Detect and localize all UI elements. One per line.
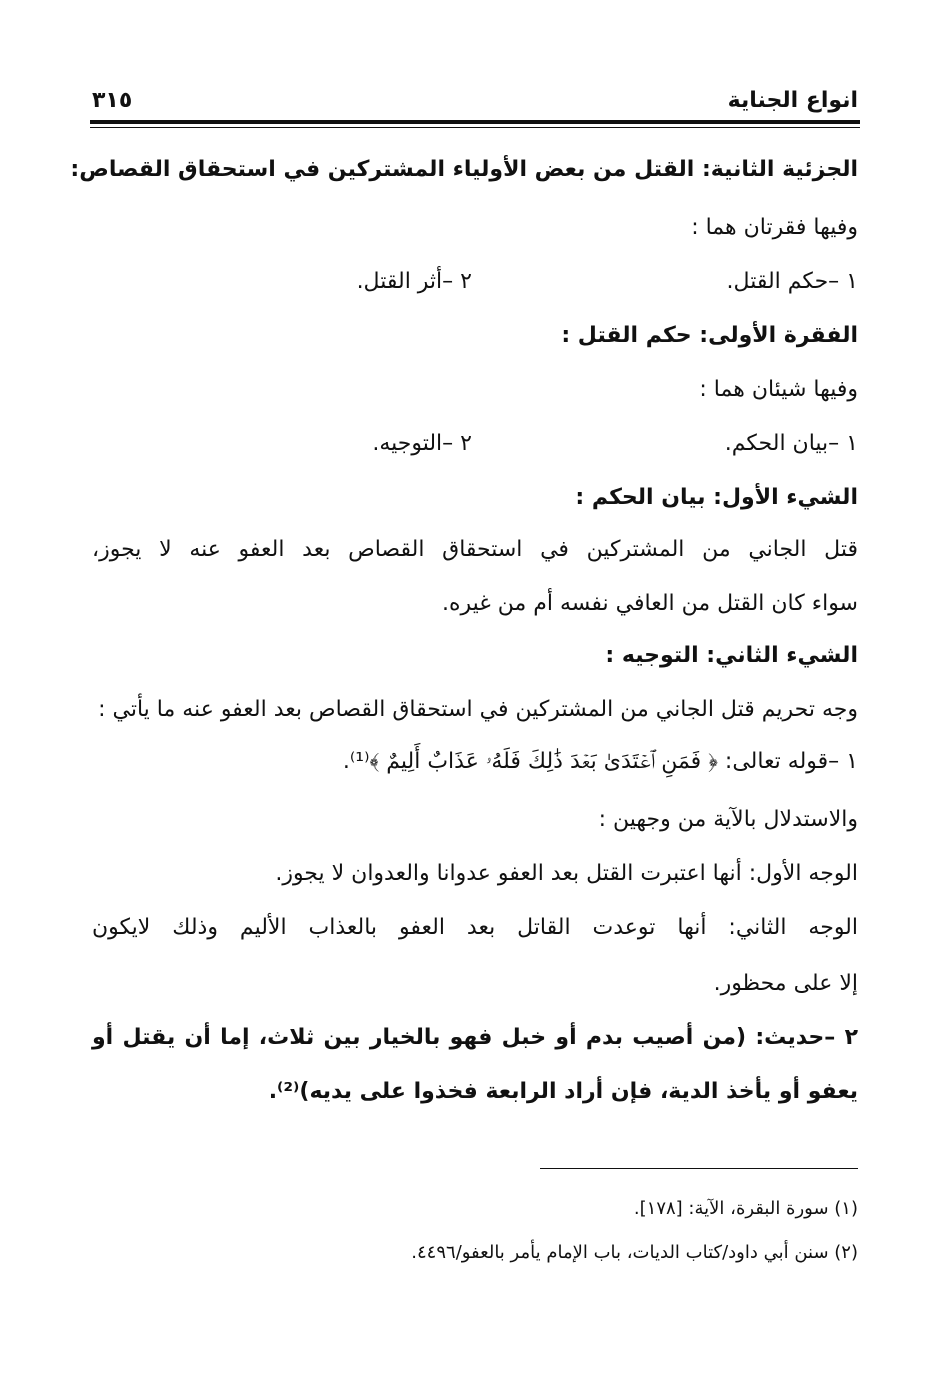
running-title: انواع الجناية: [727, 88, 858, 113]
aspect2-line2: إلا على محظور.: [713, 971, 858, 996]
thing2-intro: وجه تحريم قتل الجاني من المشتركين في استحقاق القصاص بعد العفو عنه ما يأتي :: [98, 697, 858, 722]
header-rule-thin: [90, 127, 860, 128]
evidence2-line1: ٢ –حديث: (من أصيب بدم أو خبل فهو بالخيار بين ثلاث، إما أن يقتل أو: [92, 1025, 858, 1050]
section-intro: وفيها فقرتان هما :: [691, 215, 858, 240]
footnote-1: (١) سورة البقرة، الآية: [١٧٨].: [633, 1198, 858, 1219]
evidence1-verse: ١ –قوله تعالى: ﴿ فَمَنِ ٱعۡتَدَىٰ بَعۡدَ ذَٰلِكَ فَلَهُۥ عَذَابٌ أَلِيمٌ ﴾⁽¹⁾.: [342, 749, 858, 774]
part1-item-2: ٢ –التوجيه.: [372, 431, 472, 456]
page-number: ٣١٥: [92, 88, 133, 113]
aspect2-line1: الوجه الثاني: أنها توعدت القاتل بعد العفو بالعذاب الأليم وذلك لايكون: [92, 915, 858, 940]
evidence1-intro: والاستدلال بالآية من وجهين :: [598, 807, 858, 832]
thing1-heading: الشيء الأول: بيان الحكم :: [575, 485, 858, 510]
footnote-rule: [540, 1168, 858, 1169]
header-rule: [90, 120, 860, 124]
footnote-2: (٢) سنن أبي داود/كتاب الديات، باب الإمام يأمر بالعفو/٤٤٩٦.: [411, 1242, 858, 1263]
part1-item-1: ١ –بيان الحكم.: [724, 431, 858, 456]
section-item-2: ٢ –أثر القتل.: [356, 269, 472, 294]
thing1-text-line1: قتل الجاني من المشتركين في استحقاق القصاص بعد العفو عنه لا يجوز،: [92, 537, 858, 562]
section-heading: الجزئية الثانية: القتل من بعض الأولياء المشتركين في استحقاق القصاص:: [70, 157, 858, 182]
thing1-text-line2: سواء كان القتل من العافي نفسه أم من غيره.: [441, 591, 858, 616]
evidence2-line2: يعفو أو يأخذ الدية، فإن أراد الرابعة فخذوا على يديه)⁽²⁾.: [268, 1079, 858, 1104]
part1-heading: الفقرة الأولى: حكم القتل :: [561, 323, 858, 348]
part1-intro: وفيها شيئان هما :: [699, 377, 858, 402]
thing2-heading: الشيء الثاني: التوجيه :: [605, 643, 858, 668]
aspect1: الوجه الأول: أنها اعتبرت القتل بعد العفو عدوانا والعدوان لا يجوز.: [275, 861, 858, 886]
section-item-1: ١ –حكم القتل.: [726, 269, 858, 294]
page-header: [92, 86, 858, 116]
